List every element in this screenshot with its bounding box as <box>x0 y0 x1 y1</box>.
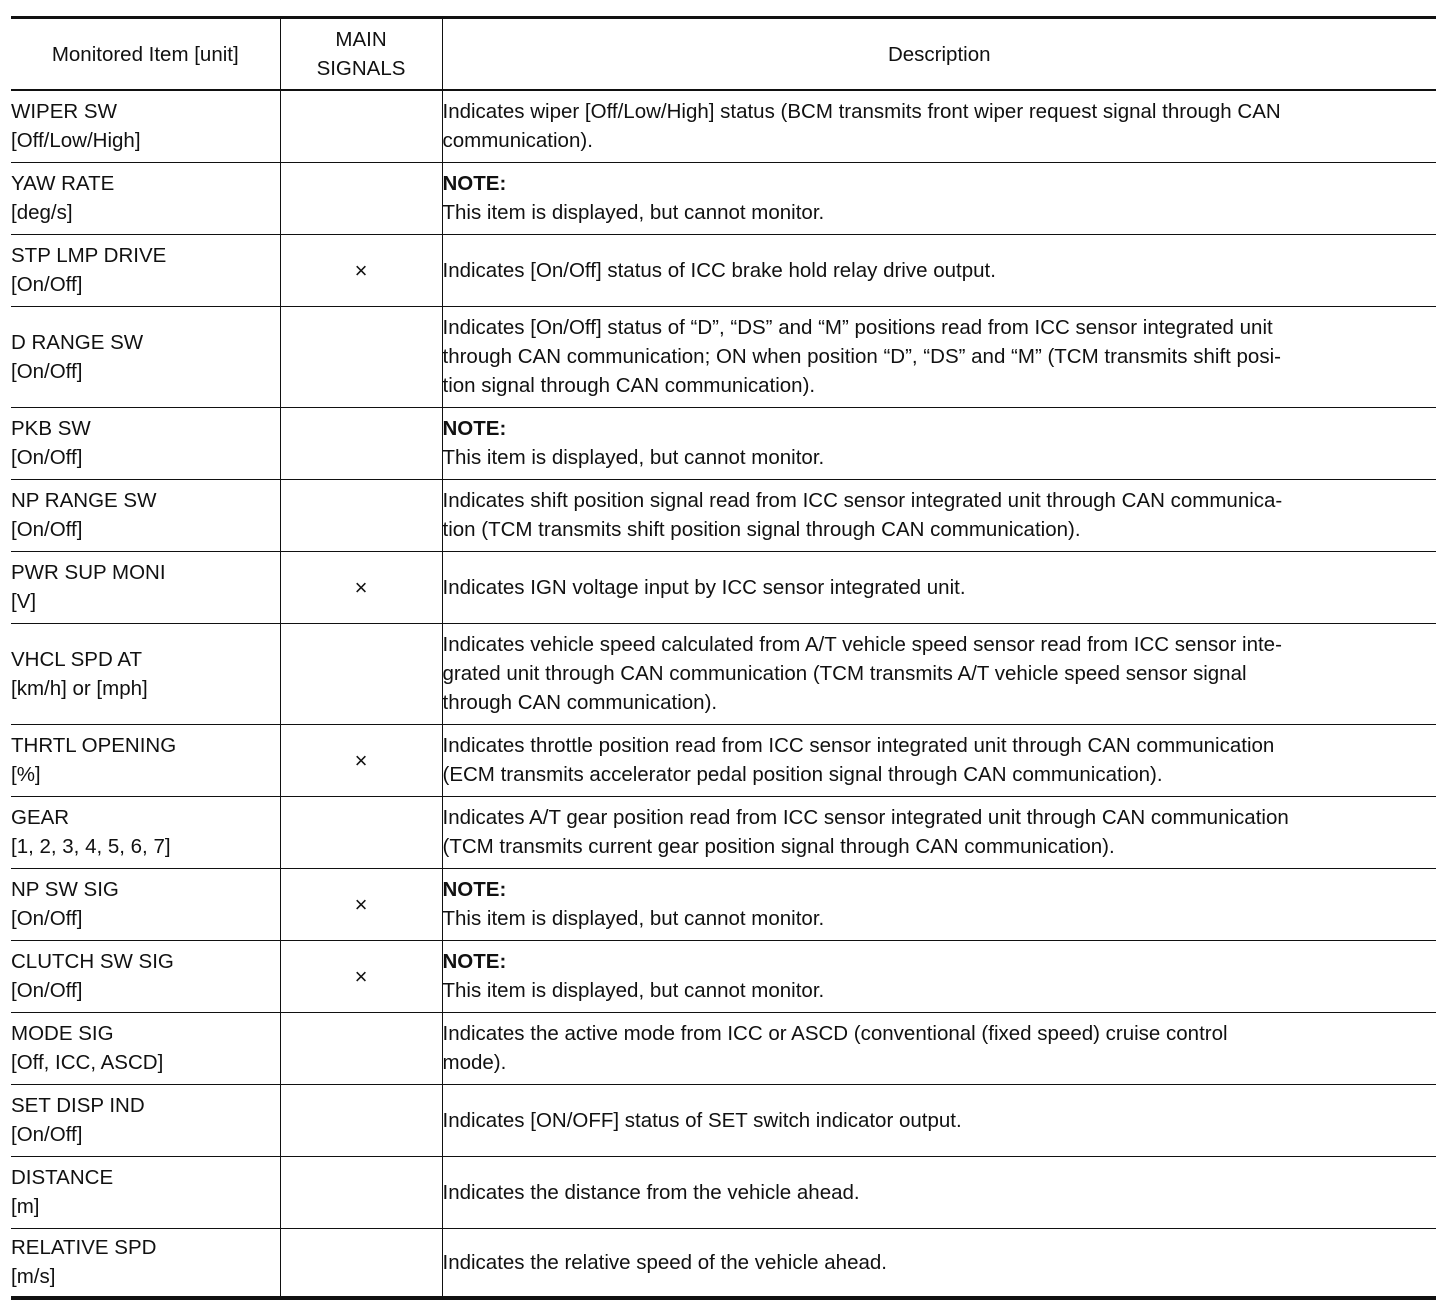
item-name: D RANGE SW <box>11 330 144 354</box>
header-monitored-item <box>11 18 280 91</box>
description-cell <box>442 1156 1436 1228</box>
description-line: mode). <box>442 1051 507 1074</box>
main-signal-cell <box>280 724 442 796</box>
monitored-item-cell <box>11 940 280 1012</box>
main-signal-cell <box>280 796 442 868</box>
main-signal-cell <box>280 940 442 1012</box>
description-line: (TCM transmits current gear position signal through CAN communication). <box>442 835 1115 858</box>
description-line: This item is displayed, but cannot monitor. <box>442 979 825 1002</box>
description-line: grated unit through CAN communication (TCM transmits A/T vehicle speed sensor signal <box>442 662 1247 685</box>
description-cell <box>442 407 1436 479</box>
item-name: VHCL SPD AT <box>11 647 143 671</box>
item-unit: [On/Off] <box>11 359 83 383</box>
description-line: through CAN communication). <box>442 691 718 714</box>
monitored-item-cell <box>11 868 280 940</box>
monitored-item-cell <box>11 479 280 551</box>
description-line: Indicates A/T gear position read from ICC sensor integrated unit through CAN communication <box>442 806 1289 829</box>
item-name: WIPER SW <box>11 100 117 124</box>
main-signal-mark: × <box>354 257 368 283</box>
description-line: Indicates wiper [Off/Low/High] status (BCM transmits front wiper request signal through CAN <box>442 100 1281 124</box>
description-line: Indicates IGN voltage input by ICC sensor integrated unit. <box>442 575 966 599</box>
item-unit: [On/Off] <box>11 979 83 1002</box>
description-line: This item is displayed, but cannot monitor. <box>442 201 825 224</box>
description-cell <box>442 234 1436 306</box>
item-unit: [deg/s] <box>11 201 73 224</box>
note-label: NOTE: <box>442 950 507 973</box>
header-description-label: Description <box>887 42 991 66</box>
table-row <box>11 90 1436 162</box>
table-header-row <box>11 18 1436 91</box>
main-signal-cell <box>280 1228 442 1298</box>
header-main-signals <box>280 18 442 91</box>
monitored-item-cell <box>11 1156 280 1228</box>
table-row <box>11 623 1436 724</box>
item-unit: [1, 2, 3, 4, 5, 6, 7] <box>11 835 171 858</box>
table-row <box>11 407 1436 479</box>
main-signal-cell <box>280 1156 442 1228</box>
item-unit: [On/Off] <box>11 907 83 930</box>
table-row <box>11 1156 1436 1228</box>
table-row <box>11 1084 1436 1156</box>
main-signal-mark: × <box>354 891 368 917</box>
monitored-item-cell <box>11 407 280 479</box>
description-line: through CAN communication; ON when position “D”, “DS” and “M” (TCM transmits shift posi- <box>442 345 1281 368</box>
description-cell <box>442 1228 1436 1298</box>
item-name: DISTANCE <box>11 1166 114 1189</box>
table-row <box>11 1012 1436 1084</box>
main-signal-cell <box>280 551 442 623</box>
description-cell <box>442 940 1436 1012</box>
monitored-item-cell <box>11 234 280 306</box>
main-signal-cell <box>280 1084 442 1156</box>
main-signal-cell <box>280 623 442 724</box>
item-unit: [Off/Low/High] <box>11 129 141 153</box>
description-cell <box>442 1084 1436 1156</box>
monitored-item-cell <box>11 724 280 796</box>
monitored-item-cell <box>11 306 280 407</box>
item-unit: [m/s] <box>11 1265 56 1289</box>
description-line: Indicates [On/Off] status of ICC brake hold relay drive output. <box>442 258 996 282</box>
description-line: This item is displayed, but cannot monitor. <box>442 446 825 469</box>
item-unit: [V] <box>11 590 37 613</box>
main-signal-cell <box>280 868 442 940</box>
note-label: NOTE: <box>442 417 507 440</box>
description-cell <box>442 623 1436 724</box>
monitored-item-cell <box>11 1012 280 1084</box>
description-cell <box>442 162 1436 234</box>
item-unit: [On/Off] <box>11 1123 83 1146</box>
description-cell <box>442 306 1436 407</box>
monitored-item-cell <box>11 162 280 234</box>
item-unit: [km/h] or [mph] <box>11 676 148 700</box>
description-line: Indicates [ON/OFF] status of SET switch indicator output. <box>442 1108 962 1132</box>
description-line: Indicates throttle position read from ICC sensor integrated unit through CAN communication <box>442 734 1275 757</box>
monitored-item-cell <box>11 90 280 162</box>
header-main-signals-line-1: MAIN <box>335 28 387 51</box>
item-name: PWR SUP MONI <box>11 561 166 584</box>
note-label: NOTE: <box>442 172 507 195</box>
description-cell <box>442 90 1436 162</box>
item-name: GEAR <box>11 806 70 829</box>
description-line: tion signal through CAN communication). <box>442 374 816 397</box>
header-main-signals-line-2: SIGNALS <box>316 57 406 80</box>
table-row <box>11 479 1436 551</box>
monitored-item-cell <box>11 1084 280 1156</box>
monitored-item-cell <box>11 623 280 724</box>
item-name: PKB SW <box>11 417 91 440</box>
main-signal-cell <box>280 162 442 234</box>
description-line: (ECM transmits accelerator pedal position signal through CAN communication). <box>442 763 1163 786</box>
item-unit: [m] <box>11 1195 40 1218</box>
item-name: CLUTCH SW SIG <box>11 950 174 973</box>
item-name: NP RANGE SW <box>11 489 157 512</box>
item-name: STP LMP DRIVE <box>11 244 167 267</box>
description-cell <box>442 1012 1436 1084</box>
item-unit: [On/Off] <box>11 273 83 296</box>
description-line: Indicates [On/Off] status of “D”, “DS” and “M” positions read from ICC sensor integrated unit <box>442 316 1273 339</box>
description-cell <box>442 551 1436 623</box>
header-monitored-item-label: Monitored Item [unit] <box>51 42 239 66</box>
description-line: tion (TCM transmits shift position signal through CAN communication). <box>442 518 1081 541</box>
item-unit: [Off, ICC, ASCD] <box>11 1051 164 1074</box>
table-row <box>11 868 1436 940</box>
description-line: Indicates the relative speed of the vehicle ahead. <box>442 1250 887 1274</box>
table-row <box>11 796 1436 868</box>
main-signal-cell <box>280 407 442 479</box>
item-name: SET DISP IND <box>11 1094 145 1117</box>
main-signal-mark: × <box>354 574 368 600</box>
description-cell <box>442 724 1436 796</box>
description-line: Indicates the distance from the vehicle ahead. <box>442 1180 860 1204</box>
description-cell <box>442 796 1436 868</box>
monitored-item-cell <box>11 796 280 868</box>
monitored-item-cell <box>11 551 280 623</box>
description-line: Indicates shift position signal read from ICC sensor integrated unit through CAN communica- <box>442 489 1283 512</box>
item-name: RELATIVE SPD <box>11 1236 157 1260</box>
table-row <box>11 551 1436 623</box>
main-signal-cell <box>280 1012 442 1084</box>
description-line: communication). <box>442 129 593 153</box>
item-unit: [On/Off] <box>11 446 83 469</box>
item-name: NP SW SIG <box>11 878 119 901</box>
main-signal-cell <box>280 90 442 162</box>
table-row <box>11 1228 1436 1298</box>
description-line: Indicates the active mode from ICC or ASCD (conventional (fixed speed) cruise control <box>442 1022 1228 1045</box>
monitored-item-cell <box>11 1228 280 1298</box>
description-cell <box>442 479 1436 551</box>
main-signal-cell <box>280 479 442 551</box>
table-row <box>11 306 1436 407</box>
table-row <box>11 162 1436 234</box>
main-signal-cell <box>280 306 442 407</box>
main-signal-mark: × <box>354 747 368 773</box>
description-cell <box>442 868 1436 940</box>
table-row <box>11 234 1436 306</box>
item-name: YAW RATE <box>11 172 115 195</box>
main-signal-cell <box>280 234 442 306</box>
item-unit: [%] <box>11 763 41 786</box>
table-row <box>11 940 1436 1012</box>
description-line: This item is displayed, but cannot monitor. <box>442 907 825 930</box>
main-signal-mark: × <box>354 963 368 989</box>
item-unit: [On/Off] <box>11 518 83 541</box>
item-name: MODE SIG <box>11 1022 114 1045</box>
item-name: THRTL OPENING <box>11 734 177 757</box>
note-label: NOTE: <box>442 878 507 901</box>
header-description <box>442 18 1436 91</box>
description-line: Indicates vehicle speed calculated from A/T vehicle speed sensor read from ICC sensor inte- <box>442 633 1282 656</box>
monitored-items-table <box>11 16 1436 1300</box>
table-row <box>11 724 1436 796</box>
